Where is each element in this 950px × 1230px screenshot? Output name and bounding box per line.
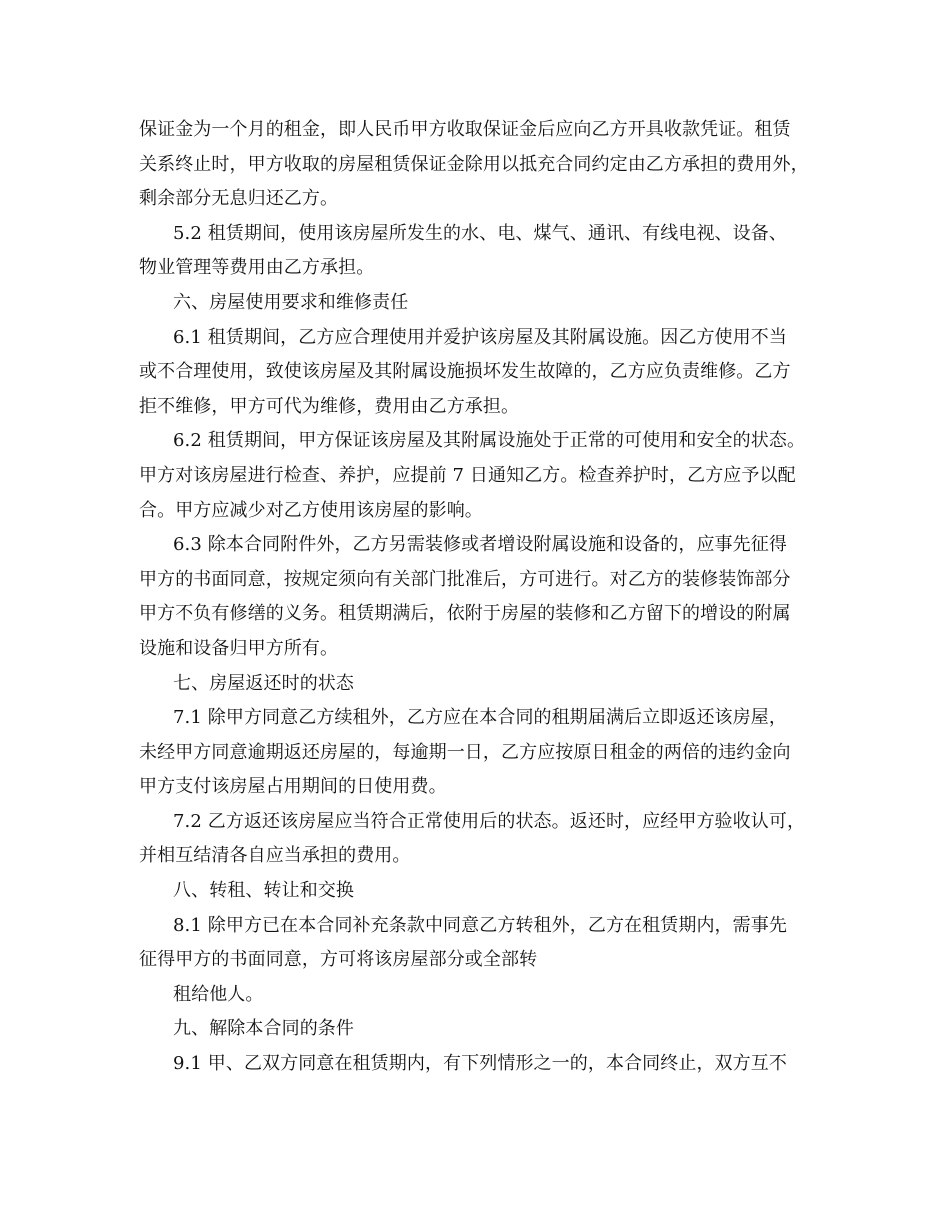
text-line: 未经甲方同意逾期返还房屋的，每逾期一日，乙方应按原日租金的两倍的违约金向 <box>139 741 791 763</box>
text-line: 征得甲方的书面同意，方可将该房屋部分或全部转 <box>139 949 538 971</box>
text-line: 拒不维修，甲方可代为维修，费用由乙方承担。 <box>139 395 520 417</box>
text-line: 6.2 租赁期间，甲方保证该房屋及其附属设施处于正常的可使用和安全的状态。 <box>173 430 806 452</box>
text-line: 并相互结清各自应当承担的费用。 <box>139 845 411 867</box>
text-line: 合。甲方应减少对乙方使用该房屋的影响。 <box>139 499 483 521</box>
text-line: 甲方不负有修缮的义务。租赁期满后，依附于房屋的装修和乙方留下的增设的附属 <box>139 603 791 625</box>
text-line: 关系终止时，甲方收取的房屋租赁保证金除用以抵充合同约定由乙方承担的费用外， <box>139 153 809 175</box>
text-line: 5.2 租赁期间，使用该房屋所发生的水、电、煤气、通讯、有线电视、设备、 <box>173 222 787 244</box>
text-line: 9.1 甲、乙双方同意在租赁期内，有下列情形之一的，本合同终止，双方互不 <box>173 1053 787 1075</box>
text-line: 八、转租、转让和交换 <box>173 880 354 902</box>
text-line: 7.1 除甲方同意乙方续租外，乙方应在本合同的租期届满后立即返还该房屋， <box>173 707 787 729</box>
document-body <box>139 113 829 1082</box>
text-line: 六、房屋使用要求和维修责任 <box>173 291 409 313</box>
text-line: 甲方对该房屋进行检查、养护，应提前 7 日通知乙方。检查养护时，乙方应予以配 <box>139 464 796 486</box>
text-line: 8.1 除甲方已在本合同补充条款中同意乙方转租外，乙方在租赁期内，需事先 <box>173 914 787 936</box>
text-line: 甲方的书面同意，按规定须向有关部门批准后，方可进行。对乙方的装修装饰部分 <box>139 568 791 590</box>
text-line: 物业管理等费用由乙方承担。 <box>139 257 375 279</box>
text-line: 九、解除本合同的条件 <box>173 1018 354 1040</box>
text-line: 租给他人。 <box>173 983 264 1005</box>
text-line: 设施和设备归甲方所有。 <box>139 637 339 659</box>
text-line: 或不合理使用，致使该房屋及其附属设施损坏发生故障的，乙方应负责维修。乙方 <box>139 361 791 383</box>
text-line: 剩余部分无息归还乙方。 <box>139 188 339 210</box>
text-line: 七、房屋返还时的状态 <box>173 672 354 694</box>
text-line: 6.3 除本合同附件外，乙方另需装修或者增设附属设施和设备的，应事先征得 <box>173 534 787 556</box>
text-line: 保证金为一个月的租金，即人民币甲方收取保证金后应向乙方开具收款凭证。租赁 <box>139 119 791 140</box>
text-line: 6.1 租赁期间，乙方应合理使用并爱护该房屋及其附属设施。因乙方使用不当 <box>173 326 787 348</box>
text-line: 7.2 乙方返还该房屋应当符合正常使用后的状态。返还时，应经甲方验收认可， <box>173 810 806 832</box>
text-line: 甲方支付该房屋占用期间的日使用费。 <box>139 776 447 798</box>
